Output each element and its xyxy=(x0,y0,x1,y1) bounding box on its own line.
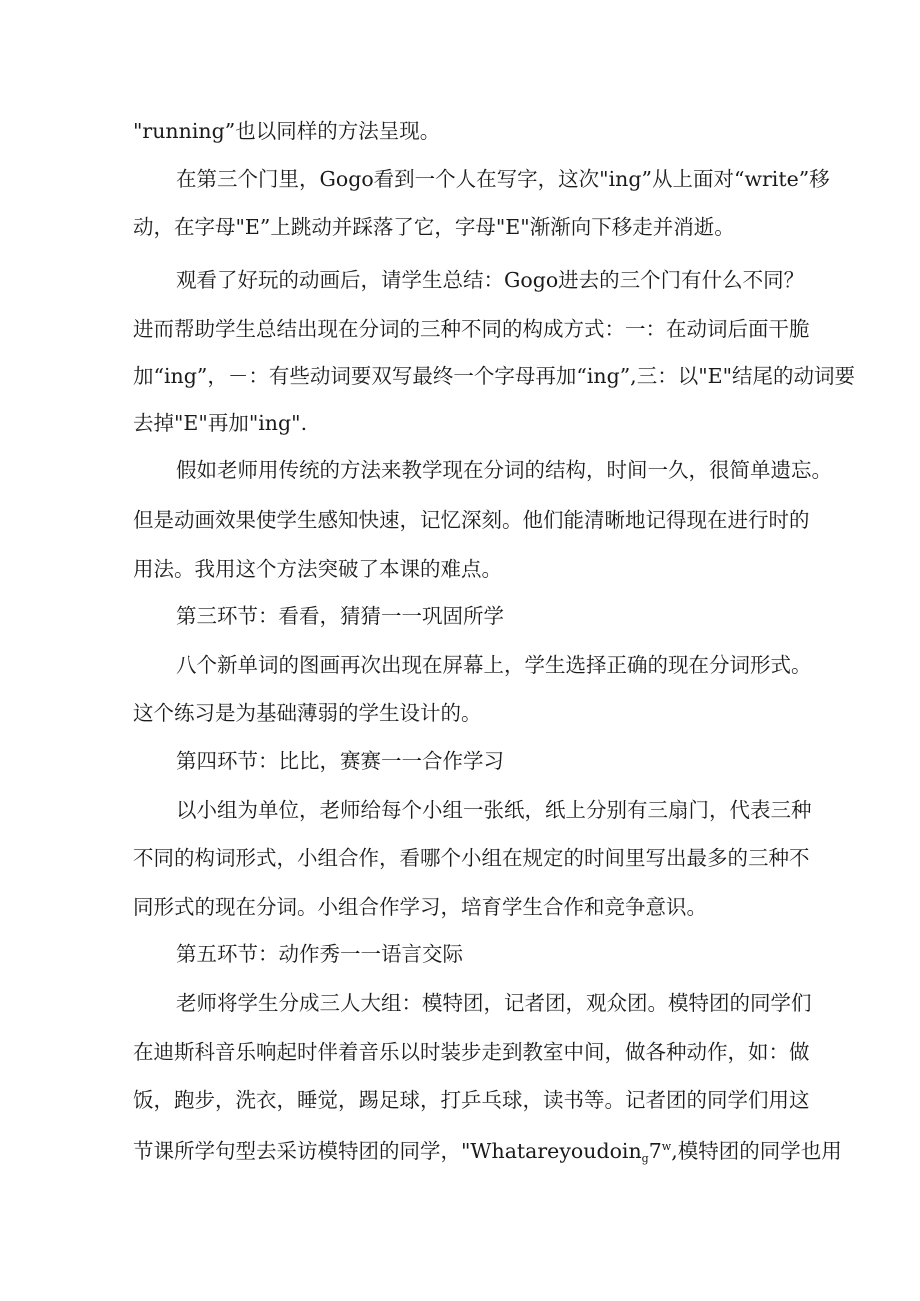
text-line-4: 观看了好玩的动画后，请学生总结：Gogo进去的三个门有什么不同？ xyxy=(176,268,805,292)
text-line-10: 用法。我用这个方法突破了本课的难点。 xyxy=(133,557,502,581)
text-line-19: 老师将学生分成三人大组：模特团，记者团，观众团。模特团的同学们 xyxy=(176,991,812,1015)
last-line-tail: ,模特团的同学也用 xyxy=(671,1139,842,1163)
text-line-5: 进而帮助学生总结出现在分词的三种不同的构成方式：一：在动词后面干脆 xyxy=(133,317,810,341)
text-line-1: "running”也以同样的方法呈现。 xyxy=(133,119,441,143)
text-line-7: 去掉"E"再加"ing". xyxy=(133,411,308,435)
text-line-6: 加“ing”，－：有些动词要双写最终一个字母再加“ing”,三：以"E"结尾的动词要 xyxy=(133,364,856,388)
text-line-15: 以小组为单位，老师给每个小组一张纸，纸上分别有三扇门，代表三种 xyxy=(176,798,812,822)
text-line-2: 在第三个门里，Gogo看到一个人在写字，这次"ing”从上面对“write”移 xyxy=(176,167,830,191)
text-line-17: 同形式的现在分词。小组合作学习，培育学生合作和竞争意识。 xyxy=(133,895,707,919)
last-line-before: 节课所学句型去采访模特团的同学，"Whatareyoudoin xyxy=(133,1139,642,1163)
text-line-8: 假如老师用传统的方法来教学现在分词的结构，时间一久，很简单遗忘。 xyxy=(176,458,832,482)
text-line-9: 但是动画效果使学生感知快速，记忆深刻。他们能清晰地记得现在进行时的 xyxy=(133,508,810,532)
text-line-12: 八个新单词的图画再次出现在屏幕上，学生选择正确的现在分词形式。 xyxy=(176,653,812,677)
section-heading-4: 第四环节：比比，赛赛一一合作学习 xyxy=(176,749,504,773)
section-heading-5: 第五环节：动作秀一一语言交际 xyxy=(176,942,463,966)
last-line-subscript: g xyxy=(641,1152,649,1165)
last-line-after: 7 xyxy=(648,1139,662,1163)
text-line-21: 饭，跑步，洗衣，睡觉，踢足球，打乒乓球，读书等。记者团的同学们用这 xyxy=(133,1088,810,1112)
text-line-16: 不同的构词形式，小组合作，看哪个小组在规定的时间里写出最多的三种不 xyxy=(133,846,810,870)
text-line-3: 动，在字母"E”上跳动并踩落了它，字母"E"渐渐向下移走并消逝。 xyxy=(133,215,735,239)
last-line-superscript: w xyxy=(661,1140,672,1153)
text-line-22 xyxy=(133,1134,842,1172)
text-line-13: 这个练习是为基础薄弱的学生设计的。 xyxy=(133,701,482,725)
text-line-20: 在迪斯科音乐响起时伴着音乐以时装步走到教室中间，做各种动作，如：做 xyxy=(133,1040,810,1064)
section-heading-3: 第三环节：看看，猜猜一一巩固所学 xyxy=(176,604,504,628)
